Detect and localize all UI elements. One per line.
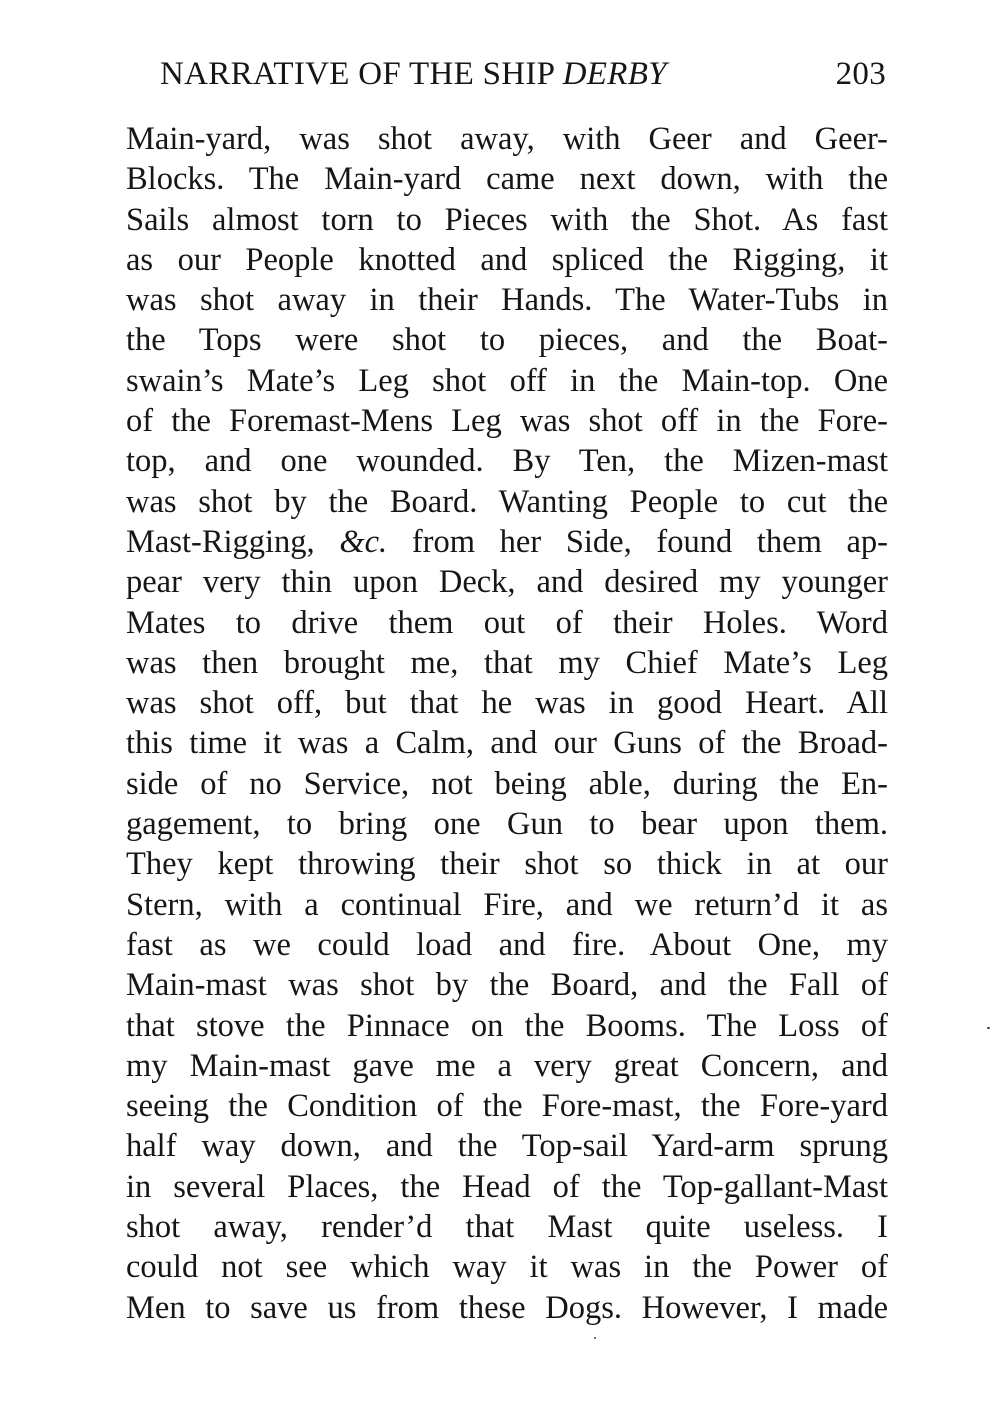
text-line: They kept throwing their shot so thick in at our: [126, 846, 888, 883]
text-line: shot away, render’d that Mast quite useless. I: [126, 1209, 888, 1246]
text-line: Blocks. The Main-yard came next down, with the: [126, 161, 888, 198]
scan-speck: [594, 1337, 596, 1339]
text-line: was shot off, but that he was in good Heart. All: [126, 685, 888, 722]
text-line: Men to save us from these Dogs. However, I made: [126, 1289, 888, 1326]
text-line: Sails almost torn to Pieces with the Shot. As fast: [126, 201, 888, 238]
text-line: Stern, with a continual Fire, and we return’d it as: [126, 886, 888, 923]
scan-speck: [987, 1027, 990, 1029]
text-line: half way down, and the Top-sail Yard-arm sprung: [126, 1128, 888, 1165]
text-line: top, and one wounded. By Ten, the Mizen-mast: [126, 443, 888, 480]
body-text: [126, 119, 888, 1328]
text-line: this time it was a Calm, and our Guns of the Broad-: [126, 725, 888, 762]
running-head-title: NARRATIVE OF THE SHIP: [160, 56, 563, 92]
running-head-ship-name: DERBY: [562, 56, 667, 92]
text-line: pear very thin upon Deck, and desired my younger: [126, 564, 888, 601]
text-line: swain’s Mate’s Leg shot off in the Main-top. One: [126, 362, 888, 399]
text-line: seeing the Condition of the Fore-mast, the Fore-yard: [126, 1088, 888, 1125]
text-line: Mates to drive them out of their Holes. Word: [126, 604, 888, 641]
etc-abbreviation: &c.: [339, 523, 388, 560]
text-line: as our People knotted and spliced the Rigging, it: [126, 241, 888, 278]
text-line: that stove the Pinnace on the Booms. The Loss of: [126, 1007, 888, 1044]
text-line: fast as we could load and fire. About One, my: [126, 926, 888, 963]
page-number: 203: [835, 56, 886, 92]
text-line: Main-yard, was shot away, with Geer and Geer-: [126, 121, 888, 157]
text-line: gagement, to bring one Gun to bear upon them.: [126, 806, 888, 843]
running-head: [160, 52, 886, 96]
text-line: the Tops were shot to pieces, and the Boat-: [126, 322, 888, 359]
text-line: side of no Service, not being able, during the En-: [126, 765, 888, 802]
text-fragment: Mast-Rigging,: [126, 523, 315, 560]
text-line: was then brought me, that my Chief Mate’s Leg: [126, 644, 888, 681]
text-line: was shot away in their Hands. The Water-Tubs in: [126, 282, 888, 319]
text-line: could not see which way it was in the Power of: [126, 1249, 888, 1286]
text-line: my Main-mast gave me a very great Concern, and: [126, 1047, 888, 1084]
text-line: was shot by the Board. Wanting People to cut the: [126, 483, 888, 520]
text-line: of the Foremast-Mens Leg was shot off in the Fore-: [126, 403, 888, 440]
text-line: [126, 522, 888, 562]
text-line: Main-mast was shot by the Board, and the Fall of: [126, 967, 888, 1004]
text-line: in several Places, the Head of the Top-gallant-Mast: [126, 1168, 888, 1205]
text-fragment: from her Side, found them ap-: [411, 523, 888, 560]
